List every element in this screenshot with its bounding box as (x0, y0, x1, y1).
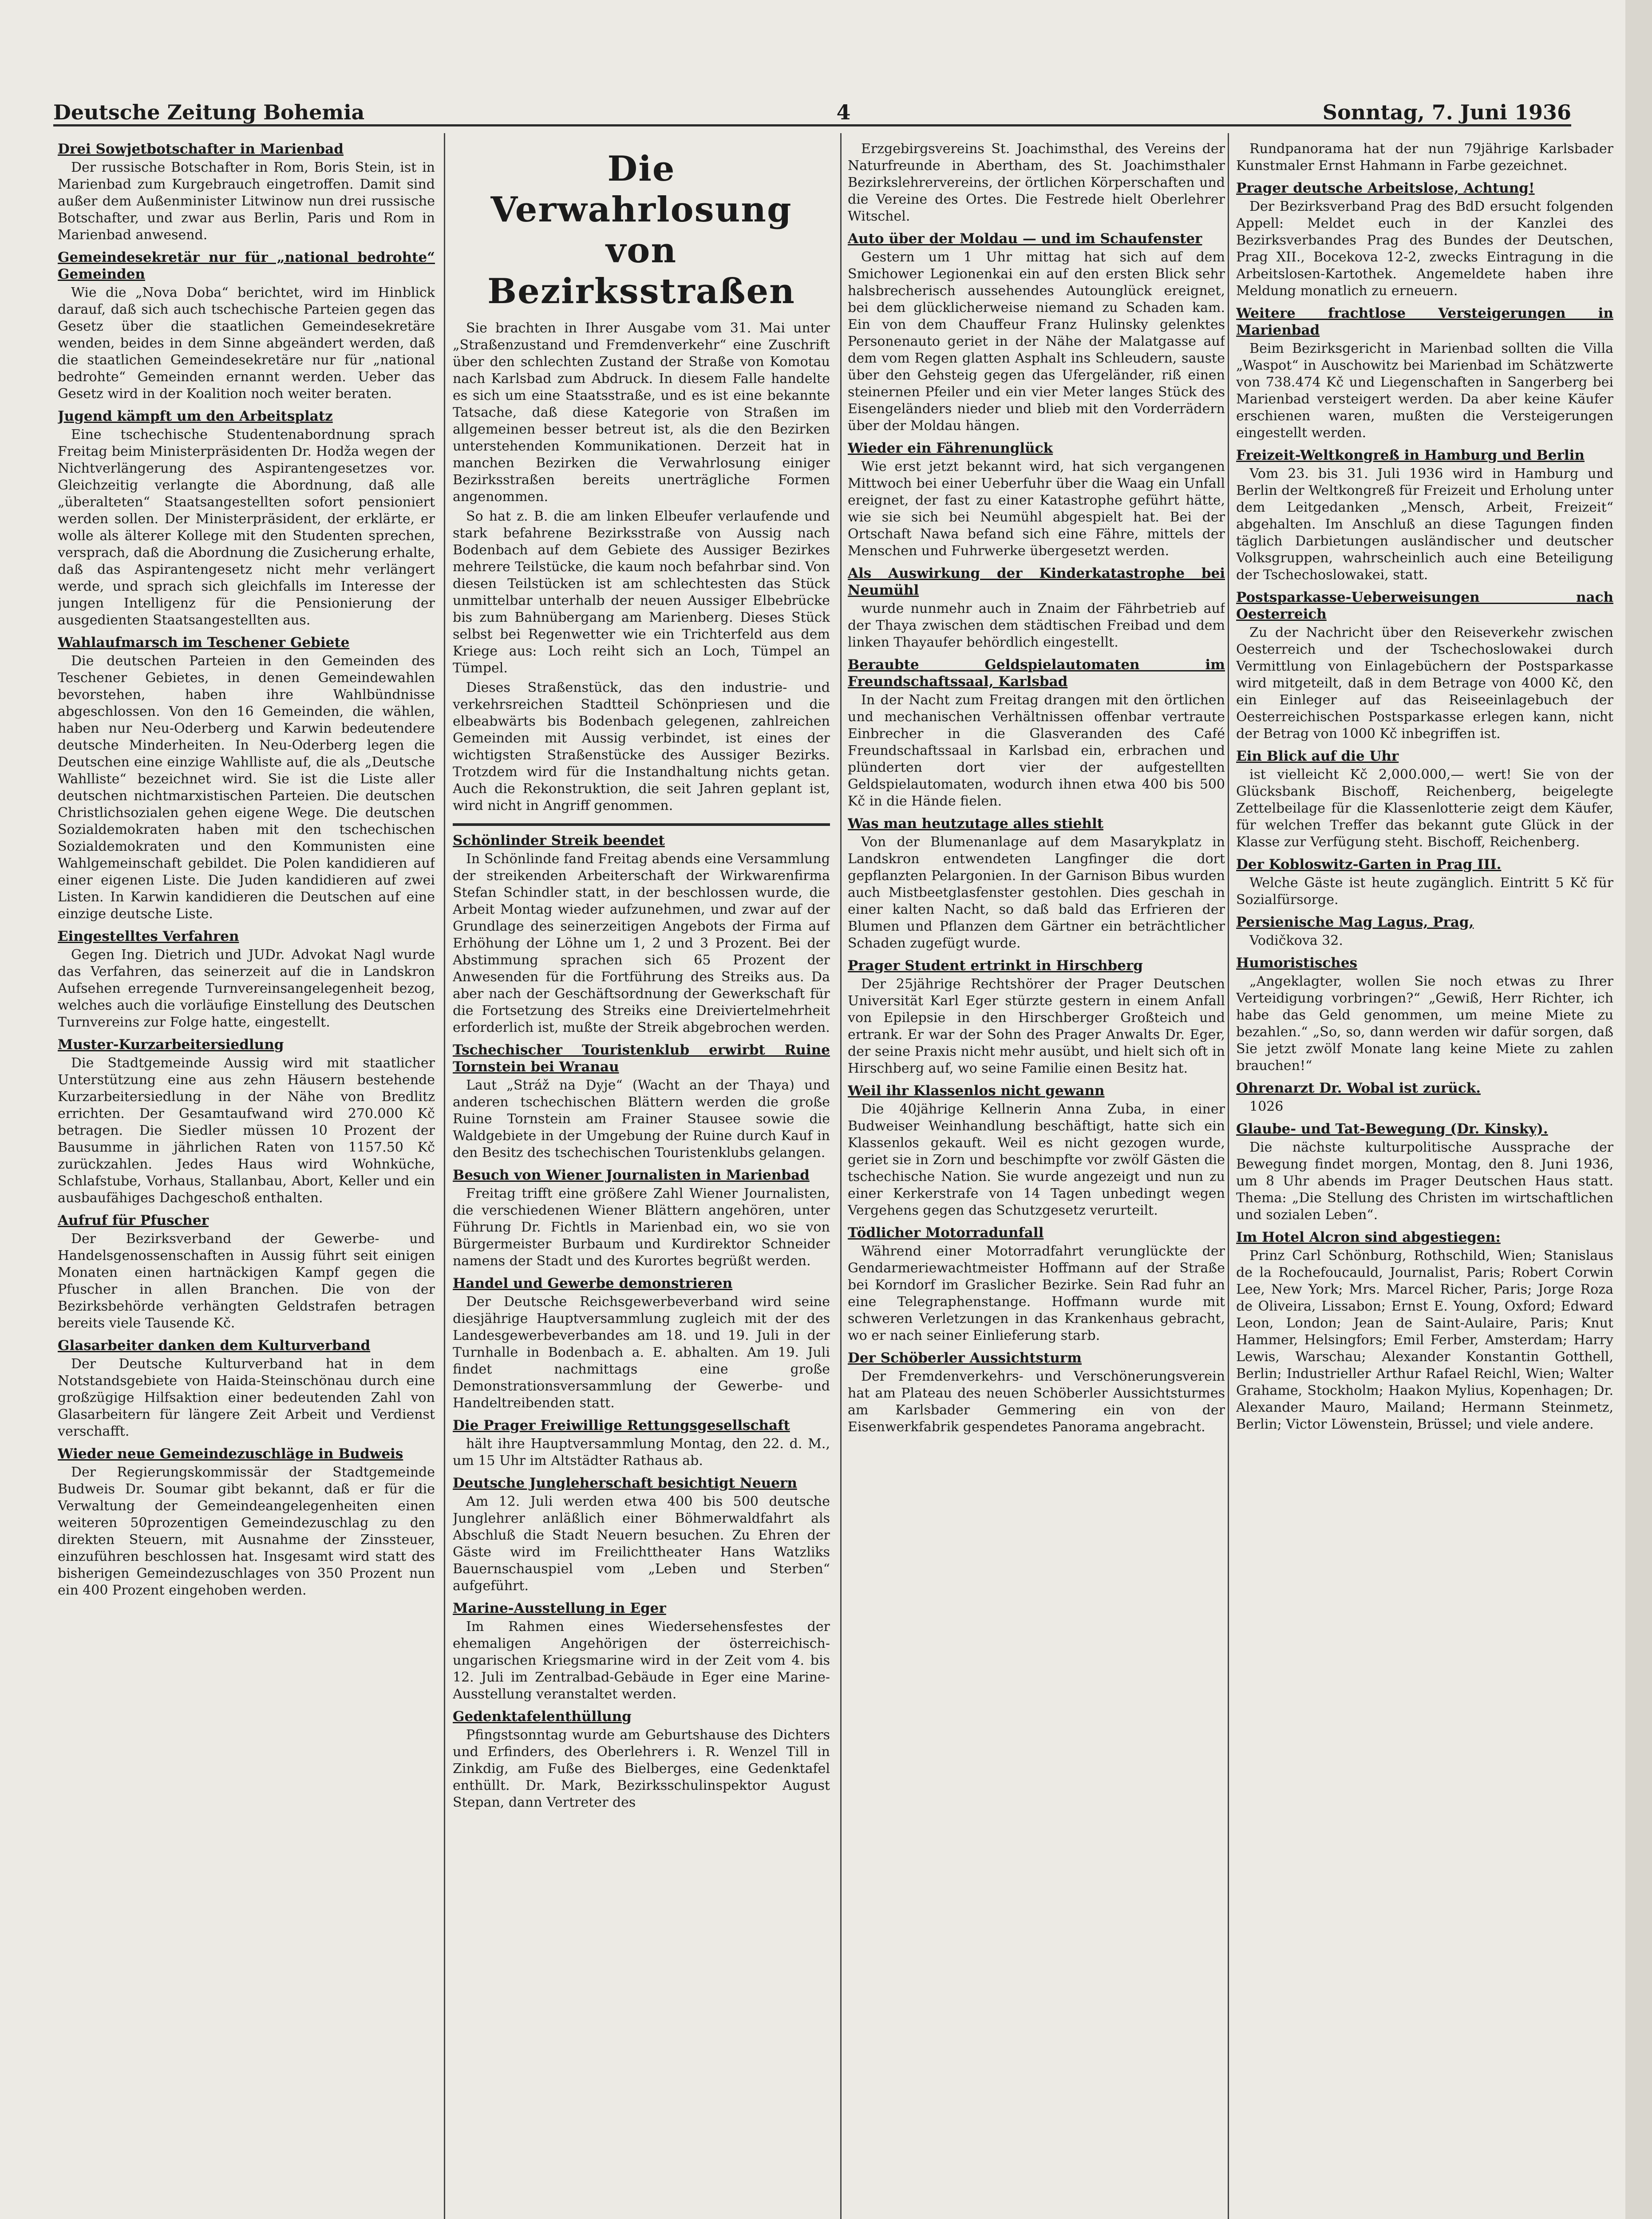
article-heading: Die Prager Freiwillige Rettungsgesellschaft (453, 1417, 790, 1433)
article (1236, 589, 1613, 742)
newspaper-name: Deutsche Zeitung Bohemia (53, 100, 365, 124)
article-heading: Wieder neue Gemeindezuschläge in Budweis (58, 1446, 403, 1462)
article (1236, 748, 1613, 851)
article-text: Vom 23. bis 31. Juli 1936 wird in Hamburg und Berlin der Weltkongreß für Freizeit und Erholung unter dem Leitgedanken „Mensch, Arbeit, Freizeit“ abgehalten. Im Anschluß an diese Tagungen finden täglich Darbietungen ausländischer und deutscher Volksgruppen, wahrscheinlich auch eine Beteiligung der Tschechoslowakei, statt. (1236, 466, 1613, 583)
article-heading: Im Hotel Alcron sind abgestiegen: (1236, 1229, 1501, 1245)
article (453, 1708, 830, 1811)
article-heading: Glasarbeiter danken dem Kulturverband (58, 1338, 371, 1354)
article (58, 1036, 435, 1207)
column-4 (1236, 135, 1613, 2219)
article (1236, 141, 1613, 174)
article (1236, 447, 1613, 584)
article-heading: Was man heutzutage alles stiehlt (848, 816, 1104, 832)
lead-paragraph: Dieses Straßenstück, das den industrie- und verkehrsreichen Stadtteil Schönpriesen und die elbeabwärts bis Bodenbach gelegenen, zahlreichen Gemeinden mit Aussig verbindet, ist eines der wichtigsten Straßenstücke des Aussiger Bezirks. Trotzdem wird für die Instandhaltung nichts getan. Auch die Rekonstruktion, die seit Jahren geplant ist, wird nicht in Angriff genommen. (453, 680, 830, 813)
article (1236, 955, 1613, 1074)
article-text: In der Nacht zum Freitag drangen mit den örtlichen und mechanischen Verhältnissen offenbar vertraute Einbrecher in die Glasveranden des Café Freundschaftssaal in Karlsbad ein, erbrachen und plünderten dort vier der aufgestellten Geldspielautomaten, wodurch ihnen etwa 400 bis 500 Kč in die Hände fielen. (848, 692, 1225, 809)
article-text: Von der Blumenanlage auf dem Masarykplatz in Landskron entwendeten Langfinger die dort gepflanzten Pelargonien. In der Garnison Bibus wurden auch Mistbeetglasfenster gestohlen. Dies geschah in einer kalten Nacht, so daß bald das Erfrieren der Blumen und Pflanzen dem Gärtner ein beträchtlicher Schaden zugefügt wurde. (848, 834, 1225, 951)
article (1236, 305, 1613, 442)
article-text: Der Regierungskommissär der Stadtgemeinde Budweis Dr. Soumar gibt bekannt, daß er für die Verwaltung der Gemeindeangelegenheiten einen weiteren 50prozentigen Gemeindezuschlag zu den direkten Steuern, mit Ausnahme der Zinssteuer, einzuführen beschlossen hat. Insgesamt wird statt des bisherigen Gemeindezuschlages von 350 Prozent nun ein 400 Prozent eingehoben werden. (58, 1465, 435, 1598)
section-divider (453, 823, 830, 826)
article (1236, 1080, 1613, 1115)
article (453, 1167, 830, 1270)
article-heading: Humoristisches (1236, 955, 1358, 971)
column-rule (444, 133, 445, 2219)
article-heading: Gemeindesekretär nur für „national bedrohte“ Gemeinden (58, 249, 435, 282)
article-heading: Tödlicher Motorradunfall (848, 1225, 1044, 1241)
article-text: Der Bezirksverband der Gewerbe- und Handelsgenossenschaften in Aussig führt seit einigen Monaten einen hartnäckigen Kampf gegen die Pfuscher in allen Branchen. Die von der Bezirksbehörde verhängten Geldstrafen betragen bereits viele Tausende Kč. (58, 1231, 435, 1331)
article-text: Freitag trifft eine größere Zahl Wiener Journalisten, die verschiedenen Wiener Blättern angehören, unter Führung Dr. Fichtls in Marienbad ein, wo sie von Bürgermeister Burbaum und Kurdirektor Schneider namens der Stadt und des Kurortes begrüßt werden. (453, 1186, 830, 1269)
article-text: Die Stadtgemeinde Aussig wird mit staatlicher Unterstützung eine aus zehn Häusern bestehende Kurzarbeitersiedlung in der Nähe von Bredlitz errichten. Der Gesamtaufwand wird 270.000 Kč betragen. Die Siedler müssen 10 Prozent der Bausumme in jährlichen Raten von 1157.50 Kč zurückzahlen. Jedes Haus wird Wohnküche, Schlafstube, Vorhaus, Stallanbau, Abort, Keller und ein ausbaufähiges Dachgeschoß enthalten. (58, 1055, 435, 1206)
article (453, 1275, 830, 1412)
column-3 (848, 135, 1225, 2219)
article-text: Welche Gäste ist heute zugänglich. Eintritt 5 Kč für Sozialfürsorge. (1236, 875, 1613, 908)
article-heading: Postsparkasse-Ueberweisungen nach Oesterreich (1236, 589, 1613, 622)
article (1236, 1229, 1613, 1433)
article (848, 141, 1225, 225)
article-heading: Jugend kämpft um den Arbeitsplatz (58, 408, 333, 424)
article-text: Pfingstsonntag wurde am Geburtshause des Dichters und Erfinders, des Oberlehrers i. R. Wenzel Till in Zinkdig, am Fuße des Bielberges, eine Gedenktafel enthüllt. Dr. Mark, Bezirksschulinspektor August Stepan, dann Vertreter des (453, 1727, 830, 1810)
article-text: 1026 (1249, 1099, 1284, 1114)
article-heading: Marine-Ausstellung in Eger (453, 1600, 666, 1616)
article-heading: Glaube- und Tat-Bewegung (Dr. Kinsky). (1236, 1121, 1548, 1137)
lead-paragraph: Sie brachten in Ihrer Ausgabe vom 31. Mai unter „Straßenzustand und Fremdenverkehr“ eine Zuschrift über den schlechten Zustand der Straße von Komotau nach Karlsbad zum Abdruck. In diesem Falle handelte es sich um eine Staatsstraße, und es ist eine bekannte Tatsache, daß diese Kategorie von Straßen im allgemeinen besser betreut ist, als die den Bezirken unterstehenden Kommunikationen. Derzeit hat in manchen Bezirken die Verwahrlosung einiger Bezirksstraßen bereits unerträgliche Formen angenommen. (453, 320, 830, 505)
article-heading: Prager deutsche Arbeitslose, Achtung! (1236, 180, 1535, 196)
article-text: Die 40jährige Kellnerin Anna Zuba, in einer Budweiser Weinhandlung beschäftigt, hatte sich ein Klassenlos gekauft. Weil es nicht gezogen wurde, geriet sie in Zorn und beschimpfte vor zwölf Gästen die tschechische Nation. Sie wurde angezeigt und nun zu einer Kerkerstrafe von 14 Tagen unbedingt wegen Vergehens gegen das Schutzgesetz verurteilt. (848, 1102, 1225, 1218)
article-text: Am 12. Juli werden etwa 400 bis 500 deutsche Junglehrer anläßlich einer Böhmerwaldfahrt als Abschluß die Stadt Neuern besuchen. Zu Ehren der Gäste wird im Freilichttheater Hans Watzliks Bauernschauspiel vom „Leben und Sterben“ aufgeführt. (453, 1494, 830, 1594)
article-text: Gestern um 1 Uhr mittag hat sich auf dem Smichower Legionenkai ein auf den ersten Blick sehr halsbrecherisch aussehendes Autounglück ereignet, bei dem glücklicherweise niemand zu Schaden kam. Ein von dem Chauffeur Franz Hulinsky gelenktes Personenauto geriet in der Nähe der Malatgasse auf dem vom Regen glatten Asphalt ins Schleudern, sauste über den Gehsteig gegen das Ufergeländer, riß einen steinernen Pfeiler und ein vier Meter langes Stück des Eisengeländers nieder und blieb mit den Vorderrädern über der Moldau hängen. (848, 249, 1225, 434)
article-heading: Drei Sowjetbotschafter in Marienbad (58, 141, 344, 157)
article-heading: Wahlaufmarsch im Teschener Gebiete (58, 635, 350, 651)
article (1236, 914, 1613, 949)
article-text: Die deutschen Parteien in den Gemeinden des Teschener Gebietes, in denen Gemeindewahlen bevorstehen, haben ihre Wahlbündnisse abgeschlossen. Von den 16 Gemeinden, die wählen, haben nur Neu-Oderberg und Karwin bedeutendere deutsche Minderheiten. In Neu-Oderberg legen die Deutschen eine einzige Wahlliste auf, die als „Deutsche Wahlliste“ bezeichnet wird. Sie ist die Liste aller deutschen nichtmarxistischen Parteien. Die deutschen Christlichsozialen gehen eigene Wege. Die deutschen Sozialdemokraten haben mit den tschechischen Sozialdemokraten und den Kommunisten eine Wahlgemeinschaft gebildet. Die Polen kandidieren auf einer eigenen Liste. Die Juden kandidieren auf zwei Listen. In Karwin kandidieren die Deutschen auf eine einzige deutsche Liste. (58, 653, 435, 922)
article-text: Wie erst jetzt bekannt wird, hat sich vergangenen Mittwoch bei einer Ueberfuhr über die Waag ein Unfall ereignet, der fast zu einer Katastrophe geführt hätte, wie sie sich bei Neumühl abgespielt hat. Bei der Ortschaft Nawa befand sich eine Fähre, mittels der Menschen und Fuhrwerke übergesetzt werden. (848, 459, 1225, 559)
page-edge (1625, 0, 1652, 2219)
article-heading: Besuch von Wiener Journalisten in Marienbad (453, 1167, 810, 1183)
article-heading: Ein Blick auf die Uhr (1236, 748, 1399, 764)
article-heading: Persienische Mag Lagus, Prag, (1236, 914, 1474, 930)
article-text: Der Deutsche Kulturverband hat in dem Notstandsgebiete von Haida-Steinschönau durch eine großzügige Hilfsaktion einer bedeutenden Zahl von Glasarbeitern für längere Zeit Arbeit und Verdienst verschafft. (58, 1356, 435, 1439)
article (58, 634, 435, 923)
article-text: Beim Bezirksgericht in Marienbad sollten die Villa „Waspot“ in Auschowitz bei Marienbad im Schätzwerte von 738.474 Kč und Liegenschaften in Sangerberg bei Marienbad versteigert werden. Da aber keine Käufer erschienen waren, mußten die Versteigerungen eingestellt werden. (1236, 341, 1613, 441)
article-text: Der 25jährige Rechtshörer der Prager Deutschen Universität Karl Eger stürzte gestern in einem Anfall von Epilepsie in den Hirschberger Großteich und ertrank. Er war der Sohn des Prager Anwalts Dr. Eger, der seine Praxis nicht mehr ausübt, und hielt sich oft in Hirschberg auf, wo seine Familie einen Besitz hat. (848, 976, 1225, 1076)
page-number: 4 (836, 100, 851, 124)
article (1236, 180, 1613, 300)
issue-date: Sonntag, 7. Juni 1936 (1322, 100, 1571, 124)
column-1 (58, 135, 435, 2219)
lead-article (453, 320, 830, 814)
article-heading: Tschechischer Touristenklub erwirbt Ruine Tornstein bei Wranau (453, 1042, 830, 1075)
column-rule (840, 133, 842, 2219)
masthead (53, 93, 1571, 126)
article-heading: Weil ihr Klassenlos nicht gewann (848, 1083, 1105, 1099)
article (848, 1224, 1225, 1344)
article (58, 1445, 435, 1599)
article (848, 230, 1225, 434)
article-heading: Prager Student ertrinkt in Hirschberg (848, 958, 1143, 974)
article (848, 815, 1225, 952)
article-heading: Der Schöberler Aussichtsturm (848, 1350, 1082, 1366)
article (453, 832, 830, 1036)
article-heading: Aufruf für Pfuscher (58, 1212, 209, 1228)
article (58, 249, 435, 403)
article (58, 408, 435, 629)
article (1236, 1121, 1613, 1224)
main-headline: Die Verwahrlosung von Bezirksstraßen (487, 149, 795, 312)
article-heading: Freizeit-Weltkongreß in Hamburg und Berlin (1236, 447, 1585, 463)
article-text: Laut „Stráž na Dyje“ (Wacht an der Thaya) und anderen tschechischen Blättern werden die große Ruine Tornstein am Frainer Stausee sowie die Waldgebiete in der Umgebung der Ruine durch Kauf in den Besitz des tschechischen Touristenklubs gelangen. (453, 1078, 830, 1161)
article-heading: Weitere frachtlose Versteigerungen in Marienbad (1236, 305, 1613, 338)
article-text: Der Bezirksverband Prag des BdD ersucht folgenden Appell: Meldet euch in der Kanzlei des Bezirksverbandes Prag des Bundes der Deutschen, Prag XII., Bocekova 12-2, zwecks Eintragung in die Arbeitslosen-Kartothek. Angemeldete haben ihre Meldung monatlich zu erneuern. (1236, 199, 1613, 299)
article (848, 957, 1225, 1077)
article-text: Der russische Botschafter in Rom, Boris Stein, ist in Marienbad zum Kurgebrauch eingetroffen. Damit sind außer dem Außenminister Litwinow nun drei russische Botschafter, und zwar aus Berlin, Paris und Rom in Marienbad anwesend. (58, 160, 435, 243)
article (58, 1212, 435, 1332)
article (453, 1417, 830, 1469)
article (453, 1475, 830, 1595)
article (58, 141, 435, 244)
article-text: wurde nunmehr auch in Znaim der Fährbetrieb auf der Thaya zwischen dem städtischen Freibad und dem linken Thayaufer behördlich eingestellt. (848, 601, 1225, 650)
article-heading: Auto über der Moldau — und im Schaufenster (848, 231, 1202, 247)
article-text: Die nächste kulturpolitische Aussprache der Bewegung findet morgen, Montag, den 8. Juni 1936, um 8 Uhr abends im Prager Deutschen Haus statt. Thema: „Die Stellung des Christen im wirtschaftlichen und sozialen Leben“. (1236, 1140, 1613, 1223)
article-text: In Schönlinde fand Freitag abends eine Versammlung der streikenden Arbeiterschaft der Wirkwarenfirma Stefan Schindler statt, in der beschlossen wurde, die Arbeit Montag wieder aufzunehmen, und zwar auf der Grundlage des seinerzeitigen Angebots der Firma auf Erhöhung der Löhne um 1, 2 und 3 Prozent. Bei der Abstimmung sprachen sich 65 Prozent der Anwesenden für die Fortführung des Streiks aus. Da aber nach der Geschäftsordnung der Gewerkschaft für die Fortsetzung des Streiks eine Dreiviertelmehrheit erforderlich ist, mußte der Streik abgebrochen werden. (453, 851, 830, 1035)
column-rule (1228, 133, 1229, 2219)
article-text: Prinz Carl Schönburg, Rothschild, Wien; Stanislaus de la Rochefoucauld, Journalist, Paris; Robert Corwin Lee, New York; Mrs. Marcel Richer, Paris; Jorge Roza de Oliveira, Lissabon; Ernst E. Young, Oxford; Edward Leon, London; Jean de Saint-Aulaire, Paris; Knut Hammer, Helsingfors; Emil Ferber, Amsterdam; Harry Lewis, Warschau; Alexander Konstantin Gotthell, Berlin; Industrieller Arthur Rafael Reichl, Wien; Walter Grahame, Stockholm; Haakon Mylius, Kopenhagen; Dr. Alexander Mauro, Mailand; Hermann Steinmetz, Berlin; Victor Löwenstein, Brüssel; und viele andere. (1236, 1248, 1613, 1432)
article-text: Der Deutsche Reichsgewerbeverband wird seine diesjährige Hauptversammlung zugleich mit der des Landesgewerbeverbandes am 18. und 19. Juli in der Turnhalle in Bodenbach a. E. abhalten. Am 19. Juli findet nachmittags eine große Demonstrationsversammlung der Gewerbe- und Handeltreibenden statt. (453, 1294, 830, 1411)
article (848, 440, 1225, 560)
article (453, 1600, 830, 1703)
article (848, 656, 1225, 810)
article-heading: Deutsche Jungleherschaft besichtigt Neuern (453, 1475, 797, 1491)
article-text: Während einer Motorradfahrt verunglückte der Gendarmeriewachtmeister Hoffmann auf der Straße bei Korndorf im Graslicher Bezirke. Sein Rad fuhr an eine Telegraphenstange. Hoffmann wurde mit schweren Verletzungen in das Krankenhaus gebracht, wo er nach seiner Einlieferung starb. (848, 1244, 1225, 1343)
article-text: ist vielleicht Kč 2,000.000,— wert! Sie von der Glücksbank Bischoff, Reichenberg, beigelegte Zettelbeilage für die Klassenlotterie zeigt dem Käufer, für welchen Treffer das bekannt gute Glück in der Klasse zur Verfügung steht. Bischoff, Reichenberg. (1236, 767, 1613, 850)
article-heading: Muster-Kurzarbeitersiedlung (58, 1037, 284, 1053)
article-heading: Beraubte Geldspielautomaten im Freundschaftssaal, Karlsbad (848, 657, 1225, 690)
article-text: hält ihre Hauptversammlung Montag, den 22. d. M., um 15 Uhr im Altstädter Rathaus ab. (453, 1436, 830, 1469)
column-2 (453, 135, 830, 2219)
article-heading: Der Kobloswitz-Garten in Prag III. (1236, 857, 1502, 873)
article-text: Vodičkova 32. (1249, 933, 1343, 948)
article-text: Der Fremdenverkehrs- und Verschönerungsverein hat am Plateau des neuen Schöberler Aussichtsturmes am Karlsbader Gemmering ein von der Eisenwerkfabrik gespendetes Panorama angebracht. (848, 1369, 1225, 1435)
article-heading: Als Auswirkung der Kinderkatastrophe bei Neumühl (848, 565, 1225, 598)
article (848, 1082, 1225, 1219)
article-text: Eine tschechische Studentenabordnung sprach Freitag beim Ministerpräsidenten Dr. Hodža wegen der Nichtverlängerung des Aspirantengesetzes vor. Gleichzeitig verlangte die Abordnung, daß alle „überalteten“ Staatsangestellten sofort pensioniert werden sollen. Der Ministerpräsident, der erklärte, er wolle als älterer Kollege mit den Studenten sprechen, versprach, daß die Abordnung die Zusicherung erhalte, daß das Aspirantengesetz nicht mehr verlängert werde, und sprach sich gleichfalls im Interesse der jungen Intelligenz für die Pensionierung der ausgedienten Staatsangestellten aus. (58, 427, 435, 628)
article-heading: Eingestelltes Verfahren (58, 928, 239, 944)
article (453, 1042, 830, 1161)
article-list (453, 832, 830, 1811)
article (848, 565, 1225, 651)
article-heading: Gedenktafelenthüllung (453, 1709, 632, 1725)
lead-paragraph: So hat z. B. die am linken Elbeufer verlaufende und stark befahrene Bezirksstraße von Aussig nach Bodenbach auf dem Gebiete des Aussiger Bezirkes mehrere Teilstücke, die kaum noch befahrbar sind. Von diesen Teilstücken ist am schlechtesten das Stück unmittelbar unterhalb der neuen Aussiger Elbebrücke bis zum Bahnübergang am Marienberg. Dieses Stück selbst bei Regenwetter wie ein Trichterfeld aus dem Kriege aus: Loch reiht sich an Loch, Tümpel an Tümpel. (453, 509, 830, 676)
article-heading: Ohrenarzt Dr. Wobal ist zurück. (1236, 1080, 1481, 1096)
article (58, 1337, 435, 1440)
article-heading: Schönlinder Streik beendet (453, 833, 665, 849)
article-text: Erzgebirgsvereins St. Joachimsthal, des Vereins der Naturfreunde in Abertham, des St. Joachimsthaler Bezirkslehrervereins, der örtlichen Körperschaften und die Vereine des Ortes. Die Festrede hielt Oberlehrer Witschel. (848, 141, 1225, 224)
article-text: Zu der Nachricht über den Reiseverkehr zwischen Oesterreich und der Tschechoslowakei durch Vermittlung von Einlagebüchern der Postsparkasse wird mitgeteilt, daß in dem Betrage von 4000 Kč, den ein Einleger auf das Reiseeinlagebuch der Oesterreichischen Postsparkasse erlegen kann, nicht der Betrag von 1000 Kč inbegriffen ist. (1236, 625, 1613, 742)
article-heading: Wieder ein Fährenunglück (848, 440, 1053, 456)
article (58, 928, 435, 1031)
article-text: Im Rahmen eines Wiedersehensfestes der ehemaligen Angehörigen der österreichisch-ungarischen Kriegsmarine wird in der Zeit vom 4. bis 12. Juli im Zentralbad-Gebäude in Eger eine Marine-Ausstellung veranstaltet werden. (453, 1619, 830, 1702)
article-text: Wie die „Nova Doba“ berichtet, wird im Hinblick darauf, daß sich auch tschechische Parteien gegen das Gesetz über die staatlichen Gemeindesekretäre wenden, beides in dem Sinne abgeändert werden, daß die staatlichen Gemeindesekretäre nur für „national bedrohte“ Gemeinden ernannt werden. Ueber das Gesetz wird in der Koalition noch weiter beraten. (58, 285, 435, 402)
article-text: Rundpanorama hat der nun 79jährige Karlsbader Kunstmaler Ernst Hahmann in Farbe gezeichnet. (1236, 141, 1613, 174)
article (848, 1350, 1225, 1436)
article (1236, 856, 1613, 908)
article-text: „Angeklagter, wollen Sie noch etwas zu Ihrer Verteidigung vorbringen?“ „Gewiß, Herr Richter, ich habe das Geld genommen, um meine Miete zu bezahlen.“ „So, so, dann werden wir dafür sorgen, daß Sie jetzt zwölf Monate lang keine Miete zu zahlen brauchen!“ (1236, 974, 1613, 1074)
article-heading: Handel und Gewerbe demonstrieren (453, 1275, 733, 1291)
article-text: Gegen Ing. Dietrich und JUDr. Advokat Nagl wurde das Verfahren, das seinerzeit auf die in Landskron Aufsehen erregende Turnvereinsangelegenheit bezog, welches auch die vorläufige Einstellung des Deutschen Turnvereins zur Folge hatte, eingestellt. (58, 947, 435, 1030)
